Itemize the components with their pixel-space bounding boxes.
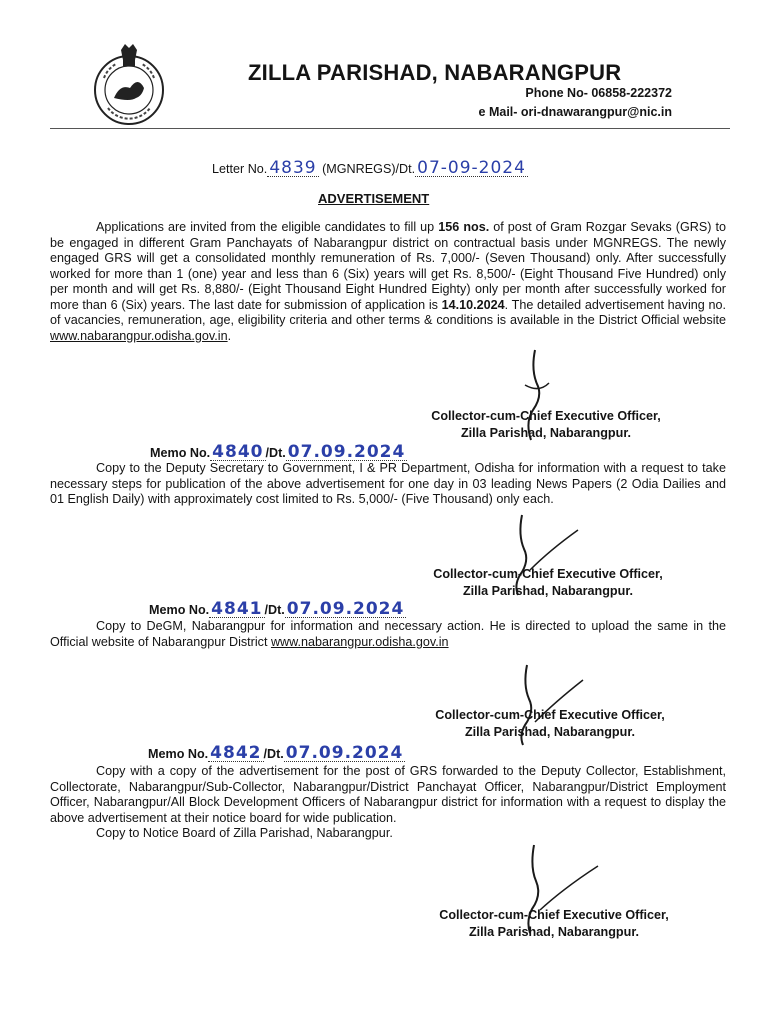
letter-date: 07-09-2024 [417, 158, 526, 178]
memo-2-number: 4841 [211, 599, 263, 619]
memo-2-date: 07.09.2024 [286, 599, 405, 619]
memo-3-number: 4842 [210, 743, 262, 763]
letter-number: 4839 [269, 158, 317, 178]
phone-number: Phone No- 06858-222372 [525, 86, 672, 100]
signatory-block-3: Collector-cum-Chief Executive Officer, Zilla Parishad, Nabarangpur. [435, 708, 665, 739]
website-link[interactable]: www.nabarangpur.odisha.gov.in [270, 634, 449, 649]
memo-2-body: Copy to DeGM, Nabarangpur for information and necessary action. He is directed to upload the same in the Official website of Nabarangpur District www.nabarangpur.odisha.gov.in [50, 619, 726, 649]
odisha-emblem-icon [86, 38, 172, 128]
letter-number-line [212, 160, 528, 177]
header-divider [50, 128, 730, 129]
organization-title: ZILLA PARISHAD, NABARANGPUR [248, 60, 622, 85]
advertisement-heading: ADVERTISEMENT [318, 191, 430, 206]
memo-1-date: 07.09.2024 [287, 442, 406, 462]
memo-1-number: 4840 [212, 442, 264, 462]
signatory-block-2: Collector-cum-Chief Executive Officer, Zilla Parishad, Nabarangpur. [433, 567, 663, 598]
memo-line-3: Memo No. 4842 /Dt. 07.09.2024 [148, 743, 404, 763]
memo-3-body: Copy with a copy of the advertisement for the post of GRS forwarded to the Deputy Collector, Establishment, Collectorate, Nabarangpur/Sub-Collector, Nabarangpur/District Panchayat Officer, Nabarangpur/District Employment Officer, Nabarangpur/All Block Development Officers of Nabarangpur district for information with a request to display the above advertisement at their notice board for wide publication. Copy to Notice Board of Zilla Parishad, Nabarangpur. [50, 764, 726, 840]
letter-prefix: Letter No. [212, 162, 268, 176]
memo-1-body: Copy to the Deputy Secretary to Government, I & PR Department, Odisha for information with a request to take necessary steps for publication of the above advertisement for one day in 03 leading News Papers (2 Odia Dailies and 01 English Daily) with approximately cost limited to Rs. 5,000/- (Five Thousand) only each. [50, 461, 726, 506]
signatory-block-1: Collector-cum-Chief Executive Officer, Zilla Parishad, Nabarangpur. [431, 409, 661, 440]
memo-3-date: 07.09.2024 [285, 743, 404, 763]
website-link[interactable]: www.nabarangpur.odisha.gov.in [50, 328, 228, 343]
letter-middle: (MGNREGS)/Dt. [322, 162, 416, 176]
memo-line-1: Memo No. 4840 /Dt. 07.09.2024 [150, 442, 406, 462]
notice-board-copy: Copy to Notice Board of Zilla Parishad, Nabarangpur. [96, 826, 393, 840]
advertisement-body: Applications are invited from the eligible candidates to fill up 156 nos. of post of Gram Rozgar Sevaks (GRS) to be engaged in different Gram Panchayats of Nabarangpur district on contractual basis under MGNREGS. The newly engaged GRS will get a consolidated monthly remuneration of Rs. 7,000/- (Seven Thousand) only. After successfully worked for more than 1 (one) year and less than 6 (Six) years will get Rs. 8,500/- (Eight Thousand Five Hundred) only per month and will get Rs. 8,880/- (Eight Thousand Eight Hundred Eighty) only per month after successfully worked for more than 6 (Six) years. The last date for submission of application is 14.10.2024. The detailed advertisement having no. of vacancies, remuneration, age, eligibility criteria and other terms & conditions is available in the District Official website www.nabarangpur.odisha.gov.in. [50, 220, 726, 343]
email-address: e Mail- ori-dnawarangpur@nic.in [478, 105, 672, 119]
memo-line-2: Memo No. 4841 /Dt. 07.09.2024 [149, 599, 405, 619]
signatory-block-4: Collector-cum-Chief Executive Officer, Zilla Parishad, Nabarangpur. [439, 908, 669, 939]
